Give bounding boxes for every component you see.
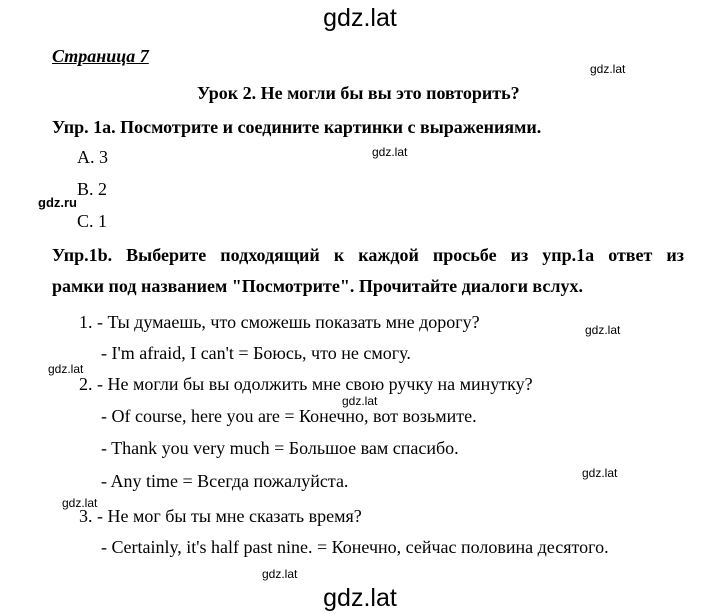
watermark: gdz.lat [262,567,298,581]
dialog-line: - Of course, here you are = Конечно, вот возьмите. [101,406,477,426]
answer-a: A. 3 [77,147,108,167]
site-footer-watermark: gdz.lat [323,584,397,612]
dialog-line: - Thank you very much = Большое вам спасибо. [101,438,459,458]
watermark: gdz.lat [585,323,621,337]
dialog-line: - Certainly, it's half past nine. = Конечно, сейчас половина десятого. [101,537,609,557]
dialog-line: 3. - Не мог бы ты мне сказать время? [79,506,362,526]
exercise-1b-heading-line2: рамки под названием "Посмотрите". Прочитайте диалоги вслух. [52,276,583,296]
exercise-1a-heading: Упр. 1а. Посмотрите и соедините картинки с выражениями. [52,117,542,137]
dialog-line: 2. - Не могли бы вы одолжить мне свою ручку на минутку? [79,374,533,394]
lesson-title: Урок 2. Не могли бы вы это повторить? [197,83,520,103]
dialog-line: - I'm afraid, I can't = Боюсь, что не смогу. [101,343,411,363]
site-header-watermark: gdz.lat [323,4,397,32]
watermark: gdz.lat [372,145,408,159]
exercise-1b-heading-line1: Упр.1b. Выберите подходящий к каждой просьбе из упр.1а ответ из [52,245,684,265]
watermark: gdz.lat [590,62,626,76]
watermark: gdz.lat [342,394,378,408]
answer-b: B. 2 [77,179,108,199]
watermark: gdz.ru [38,195,77,210]
dialog-line: - Any time = Всегда пожалуйста. [101,471,349,491]
page-title: Страница 7 [52,46,149,66]
answer-c: C. 1 [77,211,108,231]
watermark: gdz.lat [582,466,618,480]
watermark: gdz.lat [62,496,98,510]
watermark: gdz.lat [48,362,84,376]
dialog-line: 1. - Ты думаешь, что сможешь показать мне дорогу? [79,312,480,332]
